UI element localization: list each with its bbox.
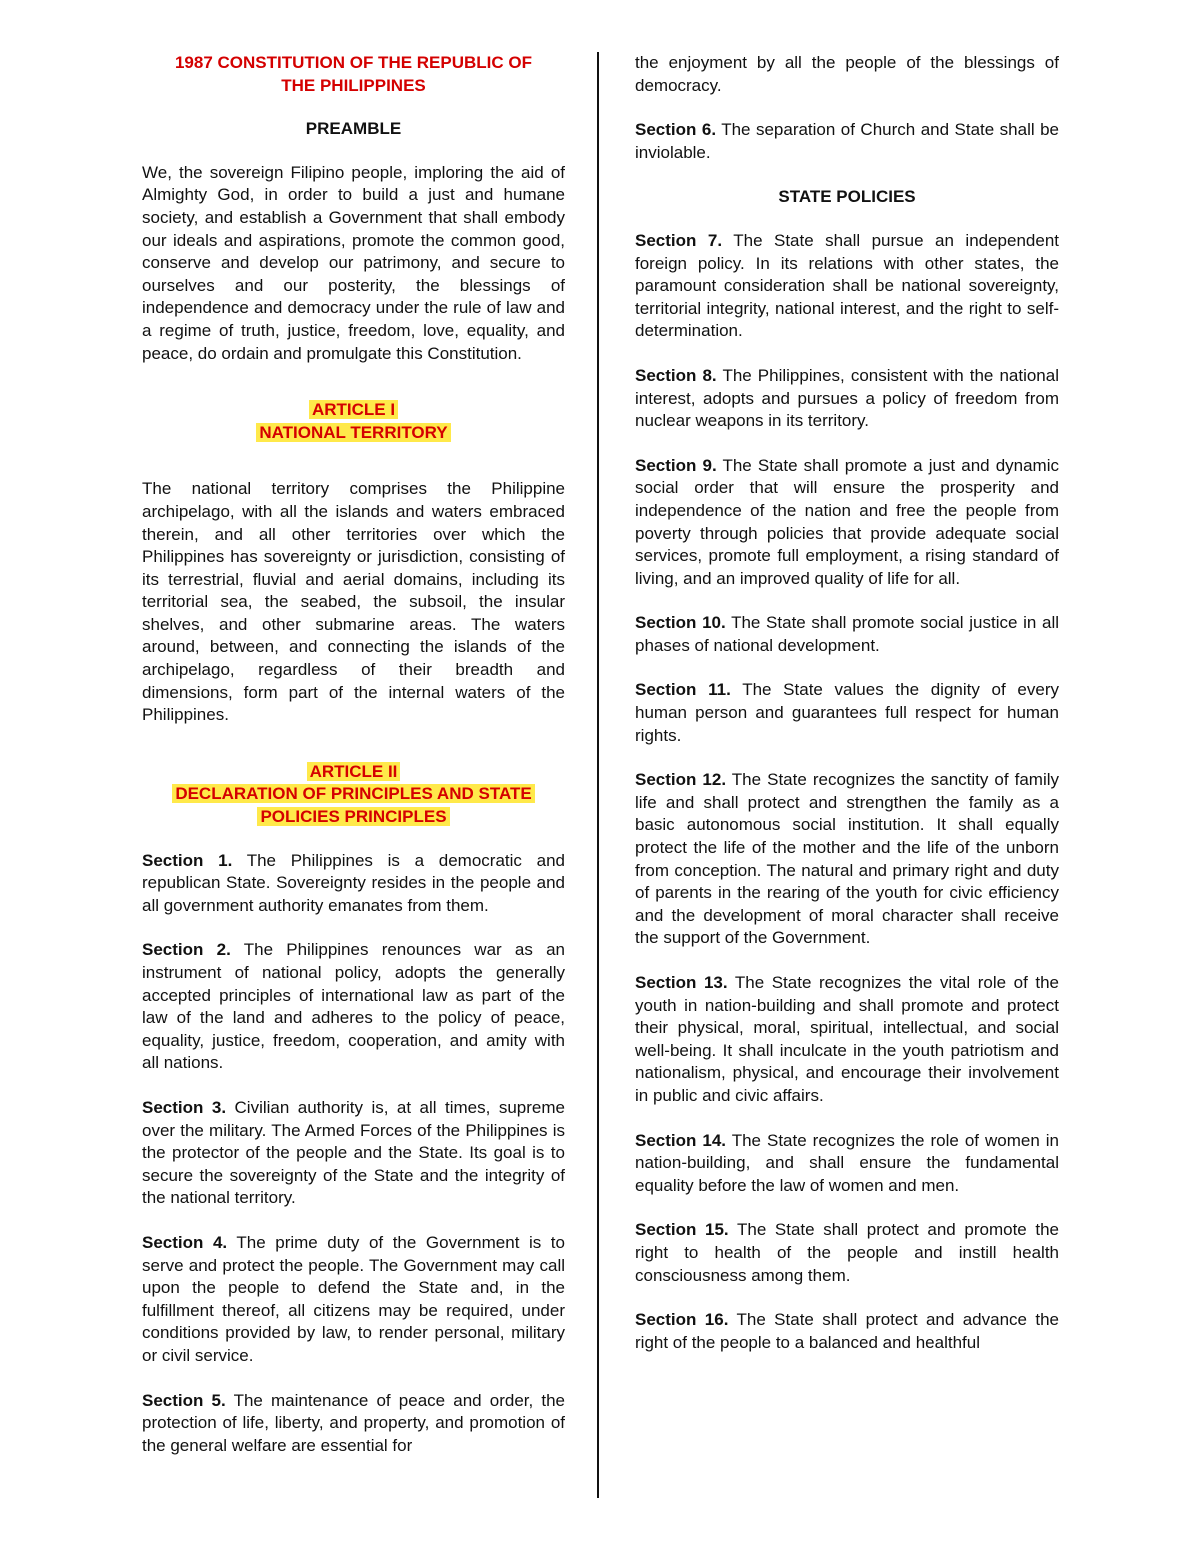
right-column (635, 52, 1059, 1354)
section-8 (635, 365, 1059, 433)
section-text: The Philippines, consistent with the national interest, adopts and pursues a policy of freedom from nuclear weapons in its territory. (635, 365, 1059, 431)
section-9 (635, 455, 1059, 591)
section-15 (635, 1219, 1059, 1287)
section-3 (142, 1097, 565, 1210)
article-2-title-line-2: POLICIES PRINCIPLES (257, 807, 449, 826)
section-label: Section 11. (635, 680, 731, 700)
section-text: The prime duty of the Government is to serve and protect the people. The Government may call upon the people to defend the State and, in the fulfillment thereof, all citizens may be required, under conditions provided by law, to render personal, military or civil service. (142, 1232, 565, 1365)
section-label: Section 14. (635, 1130, 727, 1150)
preamble-text: We, the sovereign Filipino people, imploring the aid of Almighty God, in order to build a just and humane society, and establish a Government that shall embody our ideals and aspirations, promote the common good, conserve and develop our patrimony, and secure to ourselves and our posterity, the blessings of independence and democracy under the rule of law and a regime of truth, justice, freedom, love, equality, and peace, do ordain and promulgate this Constitution. (142, 162, 565, 363)
section-label: Section 5. (142, 1390, 226, 1410)
section-text: The State shall promote social justice in all phases of national development. (635, 613, 1060, 655)
section-text: The separation of Church and State shall be inviolable. (635, 120, 1059, 162)
document-title-line-2: THE PHILIPPINES (281, 75, 426, 95)
article-2-title-line-1: DECLARATION OF PRINCIPLES AND STATE (172, 784, 534, 803)
article-1-title: NATIONAL TERRITORY (256, 423, 450, 442)
state-policies-heading: STATE POLICIES (778, 187, 916, 207)
section-text: The State values the dignity of every human person and guarantees full respect for human rights. (635, 680, 1059, 745)
article-2-number: ARTICLE II (307, 762, 401, 781)
document-title (142, 52, 565, 97)
section-16 (635, 1309, 1059, 1354)
section-10 (635, 612, 1059, 657)
section-label: Section 13. (635, 973, 728, 992)
section-12 (635, 769, 1059, 950)
section-5-continued: the enjoyment by all the people of the blessings of democracy. (635, 53, 1059, 95)
article-1-number: ARTICLE I (309, 400, 398, 419)
section-text: The State recognizes the vital role of the youth in nation-building and shall promote and protect their physical, moral, spiritual, intellectual, and social well-being. It shall inculcate in the youth patriotism and nationalism, physical, and encourage their involvement in public and civic affairs. (635, 973, 1059, 1105)
section-6 (635, 119, 1059, 164)
preamble-heading: PREAMBLE (305, 119, 402, 139)
section-label: Section 15. (635, 1220, 729, 1240)
section-label: Section 1. (142, 850, 233, 870)
section-text: The State recognizes the role of women in nation-building, and shall ensure the fundamental equality before the law of women and men. (635, 1130, 1060, 1195)
section-label: Section 6. (635, 120, 717, 140)
section-text: The State recognizes the sanctity of family life and shall protect and strengthen the family as a basic autonomous social institution. It shall equally protect the life of the mother and the life of the unborn from conception. The natural and primary right and duty of parents in the rearing of the youth for civic efficiency and the development of moral character shall receive the support of the Government. (635, 770, 1059, 948)
left-column (142, 52, 565, 1457)
section-text: The maintenance of peace and order, the protection of life, liberty, and property, and promotion of the general welfare are essential for (142, 1390, 565, 1455)
section-label: Section 7. (635, 230, 723, 250)
section-label: Section 8. (635, 365, 717, 385)
section-text: Civilian authority is, at all times, supreme over the military. The Armed Forces of the Philippines is the protector of the people and the State. Its goal is to secure the sovereignty of the State and the integrity of the national territory. (142, 1097, 565, 1208)
section-text: The Philippines renounces war as an instrument of national policy, adopts the generally accepted principles of international law as part of the law of the land and adheres to the policy of peace, equality, justice, freedom, cooperation, and amity with all nations. (142, 940, 565, 1073)
section-2 (142, 939, 565, 1075)
section-label: Section 16. (635, 1310, 729, 1330)
article-1-heading (142, 399, 565, 444)
section-text: The State shall promote a just and dynamic social order that will ensure the prosperity and independence of the nation and free the people from poverty through policies that provide adequate social services, promote full employment, a rising standard of living, and an improved quality of life for all. (635, 455, 1059, 588)
article-2-heading (142, 761, 565, 829)
section-13 (635, 972, 1059, 1108)
section-label: Section 3. (142, 1097, 227, 1117)
column-divider (597, 52, 599, 1498)
section-label: Section 10. (635, 613, 726, 633)
section-7 (635, 230, 1059, 343)
article-1-text: The national territory comprises the Philippine archipelago, with all the islands and waters embraced therein, and all other territories over which the Philippines has sovereignty or jurisdiction, consisting of its terrestrial, fluvial and aerial domains, including its territorial sea, the seabed, the subsoil, the insular shelves, and other submarine areas. The waters around, between, and connecting the islands of the archipelago, regardless of their breadth and dimensions, form part of the internal waters of the Philippines. (142, 479, 565, 725)
section-text: The Philippines is a democratic and republican State. Sovereignty resides in the people and all government authority emanates from them. (142, 850, 565, 915)
section-14 (635, 1130, 1059, 1198)
section-label: Section 2. (142, 940, 231, 960)
section-text: The State shall pursue an independent foreign policy. In its relations with other states, the paramount consideration shall be national sovereignty, territorial integrity, national interest, and the right to self-determination. (635, 230, 1060, 341)
section-5 (142, 1390, 565, 1458)
section-text: The State shall protect and promote the right to health of the people and instill health consciousness among them. (635, 1220, 1059, 1285)
document-title-line-1: 1987 CONSTITUTION OF THE REPUBLIC OF (174, 53, 533, 72)
section-text: The State shall protect and advance the right of the people to a balanced and healthful (635, 1310, 1059, 1352)
section-11 (635, 679, 1059, 747)
section-1 (142, 850, 565, 918)
section-4 (142, 1232, 565, 1368)
section-label: Section 4. (142, 1232, 228, 1252)
section-label: Section 9. (635, 455, 717, 475)
section-label: Section 12. (635, 770, 727, 790)
